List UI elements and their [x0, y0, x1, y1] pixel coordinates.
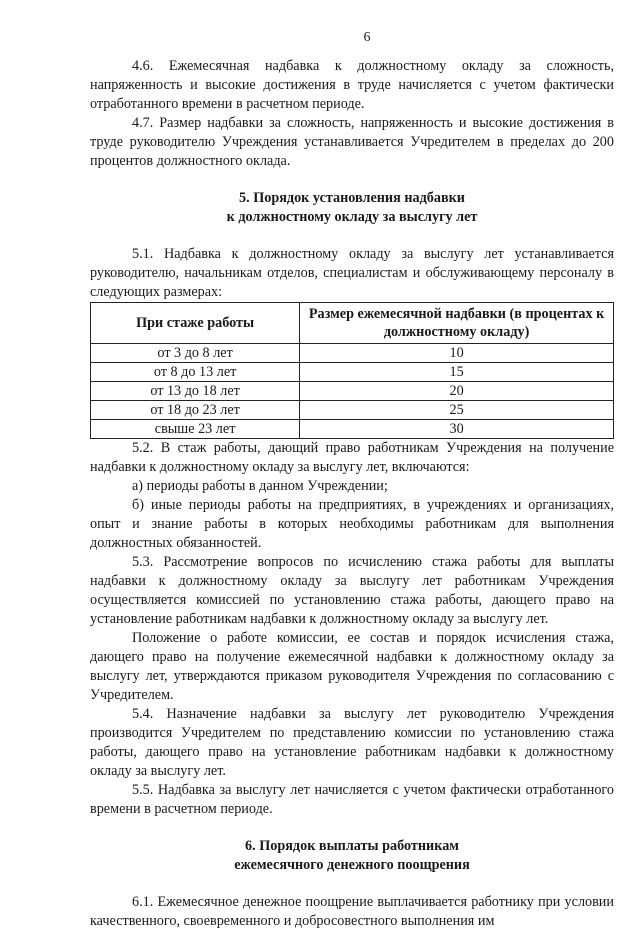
- table-cell-value: 30: [300, 420, 614, 439]
- paragraph-5-3: 5.3. Рассмотрение вопросов по исчислению стажа работы для выплаты надбавки к должностному окладу за выслугу лет работникам Учреждения осуществляется комиссией по установлению стажа работы, дающего право на установление работникам надбавки к должностному окладу за выслугу лет.: [90, 554, 614, 627]
- table-cell-period: от 8 до 13 лет: [91, 363, 300, 382]
- table-row: [91, 344, 614, 363]
- table-cell-value: 20: [300, 382, 614, 401]
- table-cell-period: от 18 до 23 лет: [91, 401, 300, 420]
- table-row: [91, 420, 614, 439]
- table-row: [91, 401, 614, 420]
- table-cell-period: свыше 23 лет: [91, 420, 300, 439]
- paragraph-5-4: 5.4. Назначение надбавки за выслугу лет руководителю Учреждения производится Учредителем по представлению комиссии по установлению стажа работы, дающего право на установление работникам надбавки к должностному окладу за выслугу лет.: [90, 706, 614, 779]
- paragraph-5-2-a: а) периоды работы в данном Учреждении;: [132, 478, 388, 494]
- paragraph-5-2: 5.2. В стаж работы, дающий право работникам Учреждения на получение надбавки к должностному окладу за выслугу лет, включаются:: [90, 440, 614, 475]
- table-row: [91, 382, 614, 401]
- table-cell-period: от 3 до 8 лет: [91, 344, 300, 363]
- section-5-heading: [90, 189, 614, 227]
- table-header-row: [91, 303, 614, 344]
- page-number: 6: [363, 30, 371, 45]
- paragraph-4-7: 4.7. Размер надбавки за сложность, напряженность и высокие достижения в труде руководителю Учреждения устанавливается Учредителем в пределах до 200 процентов должностного оклада.: [90, 115, 614, 169]
- section-6-heading: [90, 837, 614, 875]
- paragraph-6-1: 6.1. Ежемесячное денежное поощрение выплачивается работнику при условии качественного, своевременного и добросовестного выполнения им: [90, 894, 614, 929]
- table-cell-period: от 13 до 18 лет: [91, 382, 300, 401]
- table-cell-value: 10: [300, 344, 614, 363]
- table-header-period: При стаже работы: [91, 303, 300, 344]
- section-6-title-line1: 6. Порядок выплаты работникам: [245, 838, 459, 854]
- section-5-title-line1: 5. Порядок установления надбавки: [239, 190, 465, 206]
- paragraph-5-2-b: б) иные периоды работы на предприятиях, в учреждениях и организациях, опыт и знание работы в которых необходимы работникам для выполнения должностных обязанностей.: [90, 497, 614, 551]
- table-row: [91, 363, 614, 382]
- section-6-title-line2: ежемесячного денежного поощрения: [234, 857, 470, 873]
- seniority-table: [90, 302, 614, 439]
- paragraph-5-5: 5.5. Надбавка за выслугу лет начисляется с учетом фактически отработанного времени в расчетном периоде.: [90, 782, 614, 817]
- table-cell-value: 15: [300, 363, 614, 382]
- paragraph-commission: Положение о работе комиссии, ее состав и порядок исчисления стажа, дающего право на получение ежемесячной надбавки к должностному окладу за выслугу лет, утверждаются приказом руководителя Учреждения по согласованию с Учредителем.: [90, 630, 614, 703]
- section-5-title-line2: к должностному окладу за выслугу лет: [226, 209, 478, 225]
- table-cell-value: 25: [300, 401, 614, 420]
- paragraph-4-6: 4.6. Ежемесячная надбавка к должностному окладу за сложность, напряженность и высокие достижения в труде начисляется с учетом фактически отработанного времени в расчетном периоде.: [90, 58, 614, 112]
- table-header-size: Размер ежемесячной надбавки (в процентах к должностному окладу): [300, 303, 614, 344]
- paragraph-5-1: 5.1. Надбавка к должностному окладу за выслугу лет устанавливается руководителю, начальникам отделов, специалистам и обслуживающему персоналу в следующих размерах:: [90, 246, 614, 300]
